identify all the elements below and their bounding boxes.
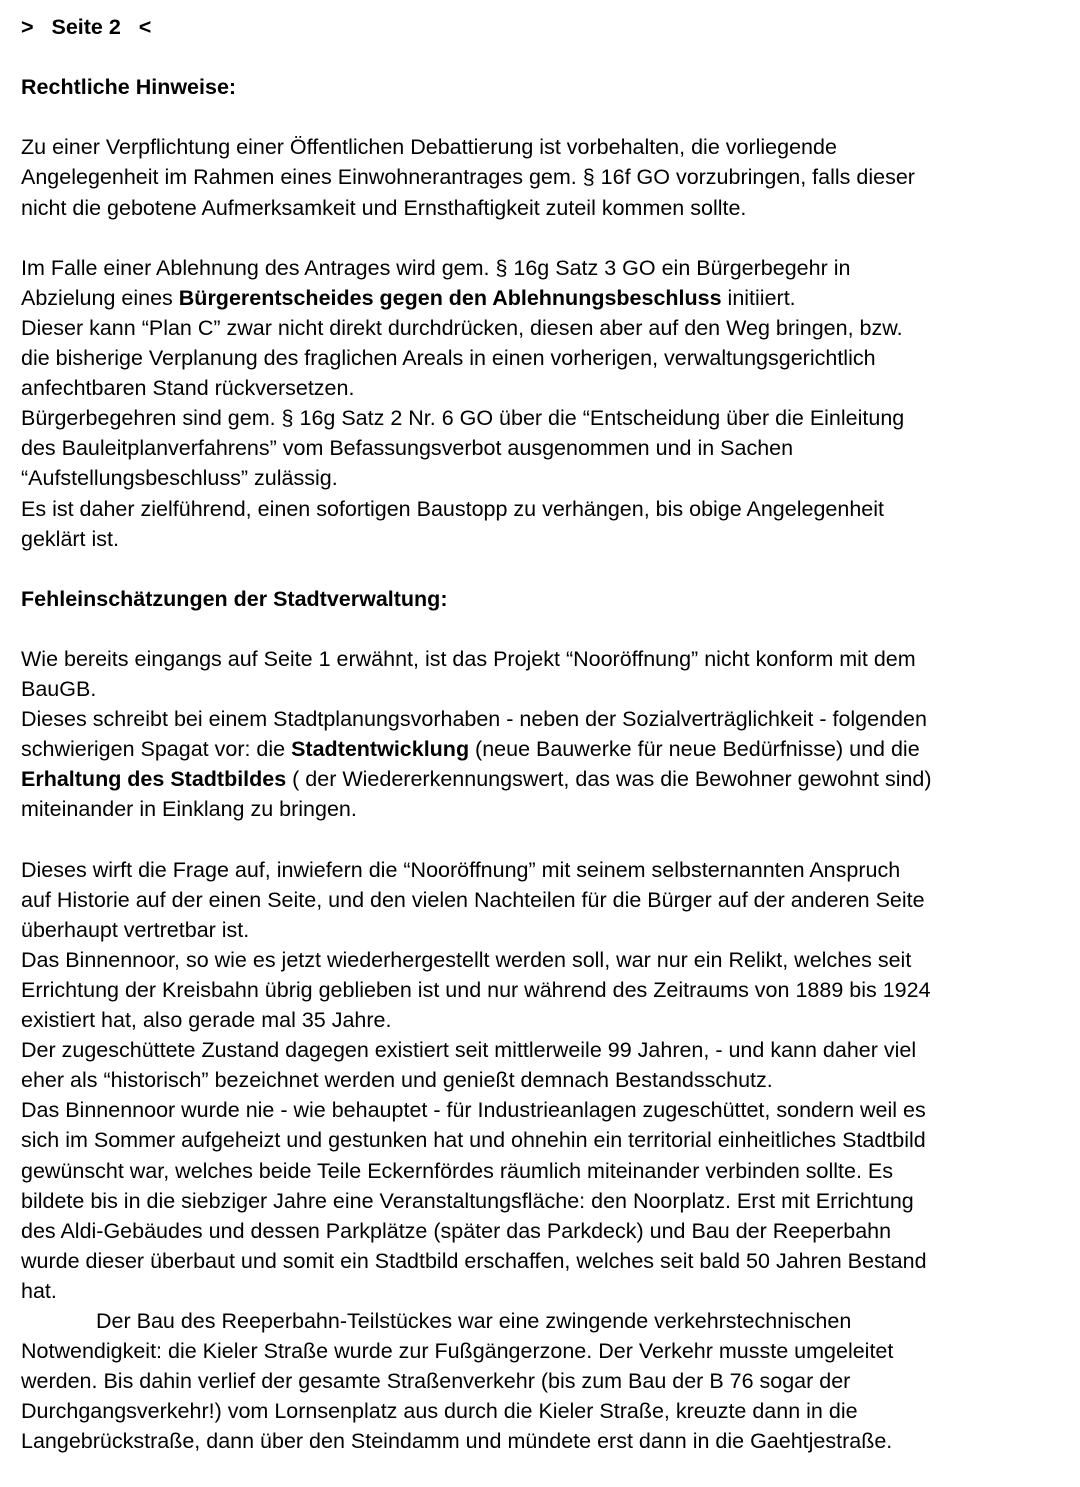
text-line: Das Binnennoor, so wie es jetzt wiederhergestellt werden soll, war nur ein Relikt, welches seit bbox=[21, 947, 912, 972]
text-line: hat. bbox=[21, 1278, 57, 1303]
text-line: gewünscht war, welches beide Teile Eckernfördes räumlich miteinander verbinden sollte. Es bbox=[21, 1158, 893, 1183]
text-line: Wie bereits eingangs auf Seite 1 erwähnt, ist das Projekt “Nooröffnung” nicht konform mit dem bbox=[21, 646, 916, 671]
text-line: Der Bau des Reeperbahn-Teilstückes war eine zwingende verkehrstechnischen bbox=[96, 1309, 852, 1334]
text-line: Angelegenheit im Rahmen eines Einwohnerantrages gem. § 16f GO vorzubringen, falls dieser bbox=[21, 165, 915, 190]
paragraph-misjudgements-2 bbox=[21, 855, 1062, 1306]
text-line: des Aldi-Gebäudes und dessen Parkplätze (später das Parkdeck) und Bau der Reeperbahn bbox=[21, 1218, 892, 1243]
text-line: Das Binnennoor wurde nie - wie behauptet - für Industrieanlagen zugeschüttet, sondern weil es bbox=[21, 1098, 926, 1123]
page-number-header bbox=[21, 12, 1062, 42]
text-line: Durchgangsverkehr!) vom Lornsenplatz aus durch die Kieler Straße, kreuzte dann in die bbox=[21, 1399, 858, 1424]
emphasis-text: Bürgerentscheides gegen den Ablehnungsbeschluss bbox=[178, 285, 722, 310]
text-line: bildete bis in die siebziger Jahre eine Veranstaltungsfläche: den Noorplatz. Erst mit Errichtung bbox=[21, 1188, 914, 1213]
text-line: Dieses schreibt bei einem Stadtplanungsvorhaben - neben der Sozialverträglichkeit - folgenden bbox=[21, 707, 927, 732]
text-line: “Aufstellungsbeschluss” zulässig. bbox=[21, 466, 338, 491]
paragraph-legal-1 bbox=[21, 132, 1062, 222]
text-line: Dieses wirft die Frage auf, inwiefern die “Nooröffnung” mit seinem selbsternannten Anspruch bbox=[21, 857, 901, 882]
text-line: geklärt ist. bbox=[21, 526, 119, 551]
text-line: überhaupt vertretbar ist. bbox=[21, 917, 250, 942]
section-heading-misjudgements: Fehleinschätzungen der Stadtverwaltung: bbox=[21, 586, 448, 611]
text-line: die bisherige Verplanung des fraglichen Areals in einen vorherigen, verwaltungsgerichtlich bbox=[21, 346, 876, 371]
page-prefix: > bbox=[21, 15, 34, 39]
section-heading-legal: Rechtliche Hinweise: bbox=[21, 75, 237, 100]
text-line: wurde dieser überbaut und somit ein Stadtbild erschaffen, welches seit bald 50 Jahren Bestand bbox=[21, 1248, 927, 1273]
text-line: BauGB. bbox=[21, 677, 97, 702]
paragraph-legal-2 bbox=[21, 253, 1062, 554]
emphasis-text: Stadtentwicklung bbox=[291, 737, 470, 762]
text-line: Zu einer Verpflichtung einer Öffentlichen Debattierung ist vorbehalten, die vorliegende bbox=[21, 135, 837, 160]
text-line: Notwendigkeit: die Kieler Straße wurde zur Fußgängerzone. Der Verkehr musste umgeleitet bbox=[21, 1339, 894, 1364]
paragraph-misjudgements-3 bbox=[21, 1306, 1062, 1456]
emphasis-text: Erhaltung des Stadtbildes bbox=[21, 767, 287, 792]
page-label: Seite 2 bbox=[51, 15, 121, 39]
page-suffix: < bbox=[138, 15, 152, 39]
text-line: Erhaltung des Stadtbildes ( der Wiedererkennungswert, das was die Bewohner gewohnt sind) bbox=[21, 767, 932, 792]
text-line: Im Falle einer Ablehnung des Antrages wird gem. § 16g Satz 3 GO ein Bürgerbegehr in bbox=[21, 255, 851, 280]
text-line: Bürgerbegehren sind gem. § 16g Satz 2 Nr. 6 GO über die “Entscheidung über die Einleitung bbox=[21, 406, 905, 431]
text-line: werden. Bis dahin verlief der gesamte Straßenverkehr (bis zum Bau der B 76 sogar der bbox=[21, 1369, 851, 1394]
text-line: Abzielung eines Bürgerentscheides gegen den Ablehnungsbeschluss initiiert. bbox=[21, 285, 796, 310]
text-line: eher als “historisch” bezeichnet werden und genießt demnach Bestandsschutz. bbox=[21, 1068, 773, 1093]
text-line: miteinander in Einklang zu bringen. bbox=[21, 797, 357, 822]
text-line: auf Historie auf der einen Seite, und den vielen Nachteilen für die Bürger auf der anderen Seite bbox=[21, 887, 925, 912]
text-line: existiert hat, also gerade mal 35 Jahre. bbox=[21, 1008, 392, 1033]
text-line: Es ist daher zielführend, einen sofortigen Baustopp zu verhängen, bis obige Angelegenheit bbox=[21, 496, 884, 521]
text-line: Errichtung der Kreisbahn übrig geblieben ist und nur während des Zeitraums von 1889 bis 1924 bbox=[21, 978, 931, 1002]
text-line: sich im Sommer aufgeheizt und gestunken hat und ohnehin ein territorial einheitliches Stadtbild bbox=[21, 1128, 926, 1153]
text-line: schwierigen Spagat vor: die Stadtentwicklung (neue Bauwerke für neue Bedürfnisse) und die bbox=[21, 737, 920, 762]
text-line: Der zugeschüttete Zustand dagegen existiert seit mittlerweile 99 Jahren, - und kann daher viel bbox=[21, 1038, 917, 1063]
text-line: nicht die gebotene Aufmerksamkeit und Ernsthaftigkeit zuteil kommen sollte. bbox=[21, 195, 747, 220]
text-line: des Bauleitplanverfahrens” vom Befassungsverbot ausgenommen und in Sachen bbox=[21, 436, 794, 461]
text-line: Langebrückstraße, dann über den Steindamm und mündete erst dann in die Gaehtjestraße. bbox=[21, 1429, 893, 1454]
text-line: anfechtbaren Stand rückversetzen. bbox=[21, 376, 355, 401]
paragraph-misjudgements-1 bbox=[21, 644, 1062, 825]
text-line: Dieser kann “Plan C” zwar nicht direkt durchdrücken, diesen aber auf den Weg bringen, bzw. bbox=[21, 315, 903, 340]
